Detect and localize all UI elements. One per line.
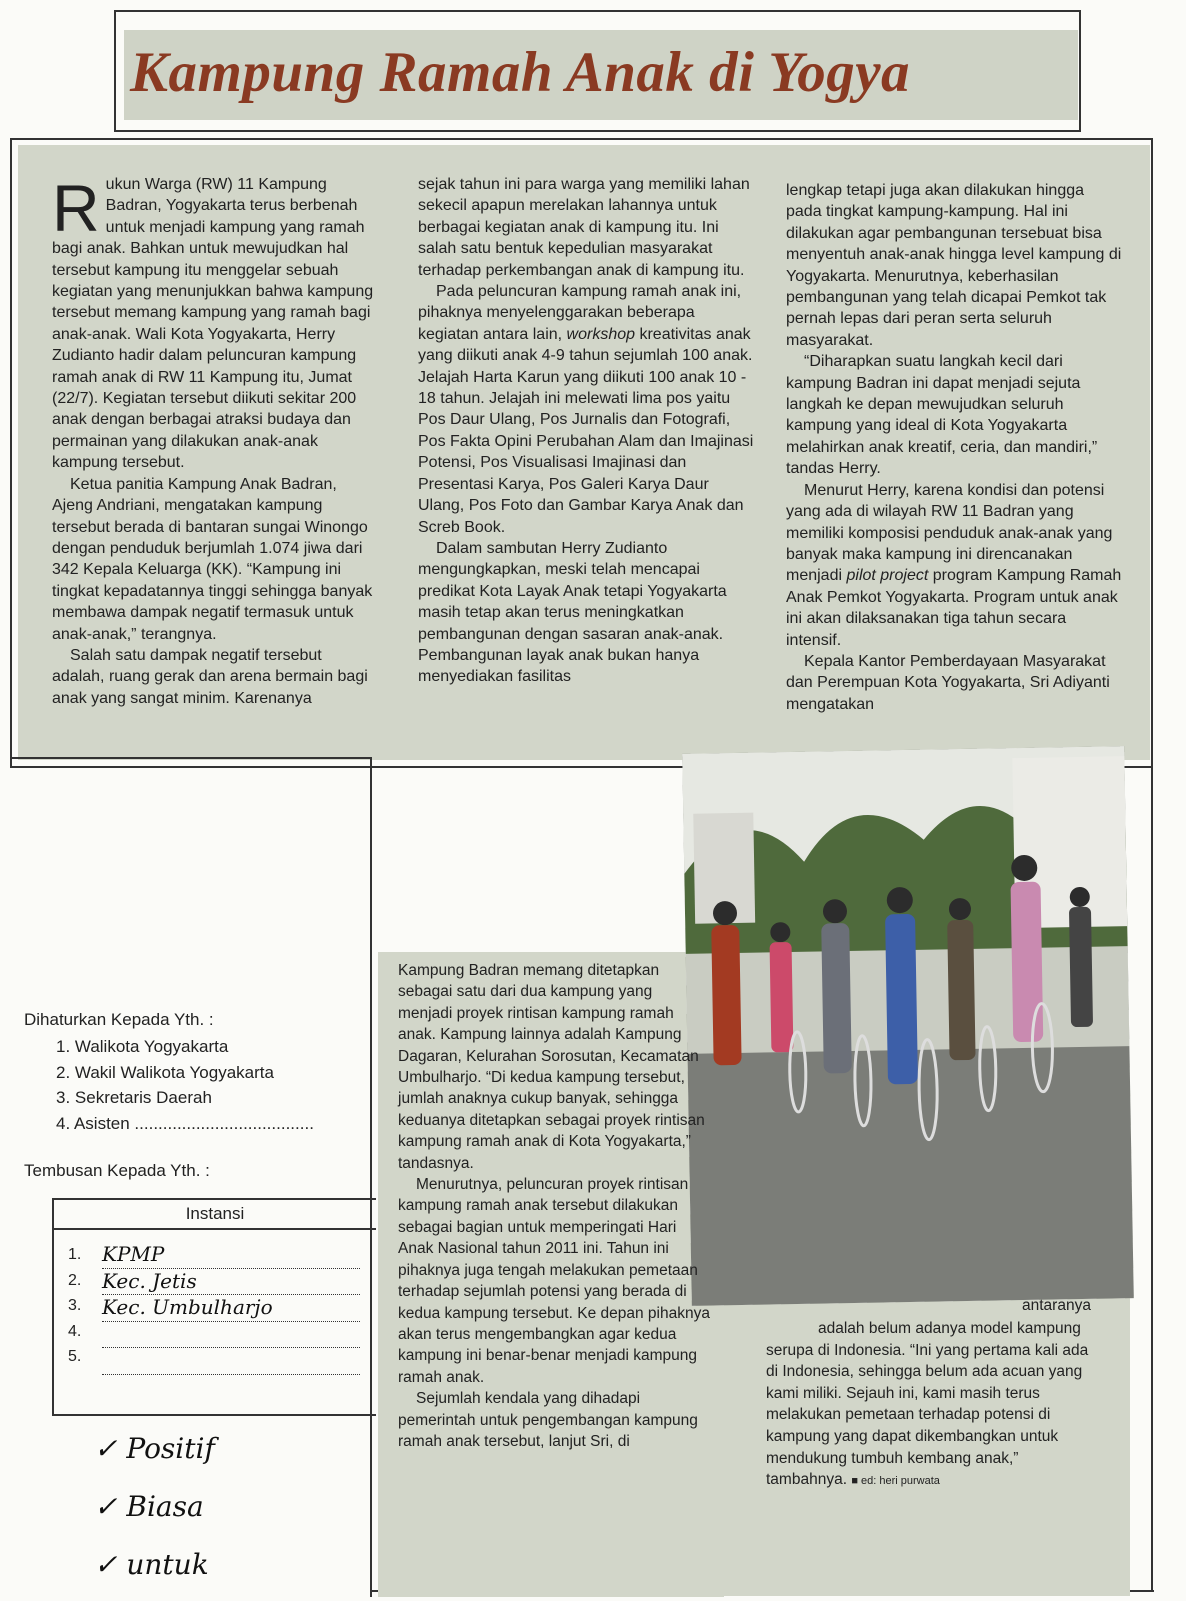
paragraph [418, 281, 758, 538]
handwritten-checks [94, 1420, 215, 1594]
paragraph: Kepala Kantor Pemberdayaan Masyarakat dan Perempuan Kota Yogyakarta, Sri Adiyanti mengatakan [786, 652, 1110, 713]
article-column-2 [418, 174, 758, 688]
row-number: 2. [68, 1271, 82, 1289]
paragraph: Dalam sambutan Herry Zudianto mengungkapkan, meski telah mencapai predikat Kota Layak Anak tetapi Yogyakarta masih tetap akan terus meningkatkan pembangunan dengan sasaran anak-anak. Pembangunan layak anak bukan hanya menyediakan fasilitas [418, 539, 727, 686]
article-column-4 [398, 960, 710, 1452]
divider [370, 757, 372, 1597]
text-span: Menurut Herry, karena kondisi dan potensi yang ada di wilayah RW 11 Badran yang memiliki komposisi penduduk anak-anak yang banyak maka kampung ini direncanakan menjadi [786, 481, 1113, 585]
check-biasa: ✓ Biasa [94, 1490, 204, 1523]
instansi-entry [102, 1295, 360, 1322]
tembusan-heading: Tembusan Kepada Yth. : [24, 1161, 210, 1180]
recipient-item: 1. Walikota Yogyakarta [56, 1037, 229, 1056]
instansi-entries [102, 1242, 360, 1375]
italic-text: pilot project [846, 567, 929, 585]
row-number: 5. [68, 1348, 82, 1365]
byline-text: ed: heri purwata [861, 1475, 940, 1488]
instansi-table [52, 1198, 376, 1416]
instansi-entry [102, 1269, 360, 1296]
row-number: 4. [68, 1322, 82, 1340]
text-span: program Kampung Ramah Anak Pemkot Yogyakarta. Program untuk anak ini akan dilaksanakan tiga tahun secara intensif. [786, 567, 1122, 649]
recipient-item: 2. Wakil Walikota Yogyakarta [56, 1062, 274, 1082]
handwritten-entry: Kec. Umbulharjo [102, 1295, 273, 1319]
recipient-item: 3. Sekretaris Daerah [56, 1088, 212, 1107]
handwritten-entry: KPMP [102, 1242, 165, 1266]
news-photo-illustration [682, 746, 1134, 1306]
continuation-word: antaranya [1022, 1297, 1091, 1314]
instansi-entry [102, 1322, 360, 1349]
instansi-numbers [68, 1242, 81, 1370]
paragraph: Menurutnya, peluncuran proyek rintisan kampung ramah anak tersebut dilakukan sebagai bagian untuk memperingati Hari Anak Nasional tahun 2011 ini. Tahun ini pihaknya juga tengah melakukan pemetaan terhadap sejumlah potensi yang berada di kedua kampung tersebut. Ke depan pihaknya akan terus mengembangkan agar kedua kampung ini benar-benar menjadi kampung ramah anak. [398, 1176, 710, 1386]
paragraph: sejak tahun ini para warga yang memiliki lahan sekecil apapun merelakan lahannya untuk berbagai kegiatan anak di kampung itu. Ini salah satu bentuk kepedulian masyarakat terhadap perkembangan anak di kampung itu. [418, 176, 750, 279]
instansi-entry [102, 1348, 360, 1375]
dropcap: R [52, 171, 100, 245]
check-positif: ✓ Positif [94, 1432, 215, 1465]
article-column-5 [766, 1318, 1102, 1493]
paragraph: Ketua panitia Kampung Anak Badran, Ajeng Andriani, mengatakan kampung tersebut berada di bantaran sungai Winongo dengan penduduk berjumlah 1.074 jiwa dari 342 Kepala Keluarga (KK). “Kampung ini tingkat kepadatannya tinggi sehingga banyak membawa dampak negatif termasuk untuk anak-anak,” terangnya. [52, 475, 373, 643]
article-column-1 [52, 171, 374, 709]
paragraph: lengkap tetapi juga akan dilakukan hingga pada tingkat kampung-kampung. Hal ini dilakukan agar pembangunan tersebuat bisa menyentuh anak-anak hingga level kampung di Yogyakarta. Menurutnya, keberhasilan pembangunan yang telah dicapai Pemkot tak pernah lepas dari peran serta seluruh masyarakat. [786, 182, 1122, 349]
recipient-item: 4. Asisten ...................................... [56, 1113, 314, 1133]
paragraph: Kampung Badran memang ditetapkan sebagai satu dari dua kampung yang menjadi proyek rintisan kampung ramah anak. Kampung lainnya adalah Kampung Dagaran, Kelurahan Sorosutan, Kecamatan Umbulharjo. “Di kedua kampung tersebut, jumlah anaknya cukup banyak, sehingga keduanya ditetapkan sebagai proyek rintisan kampung ramah anak di Kota Yogyakarta,” tandasnya. [398, 962, 705, 1172]
text-span: adalah belum adanya model kampung serupa di Indonesia. “Ini yang pertama kali ada di Indonesia, sehingga belum ada acuan yang kami miliki. Sejauh ini, kami masih terus melakukan pemetaan terhadap potensi di kampung yang dapat dikembangkan untuk mendukung tumbuh kembang anak,” tambahnya. [766, 1320, 1089, 1489]
paragraph: ukun Warga (RW) 11 Kampung Badran, Yogyakarta terus berbenah untuk menjadi kampung yang ramah bagi anak. Bahkan untuk mewujudkan hal tersebut kampung itu menggelar sebuah kegiatan yang menunjukkan bahwa kampung tersebut memang kampung yang ramah bagi anak-anak. Wali Kota Yogyakarta, Herry Zudianto hadir dalam peluncuran kampung ramah anak di RW 11 Kampung itu, Jumat (22/7). Kegiatan tersebut diikuti sekitar 200 anak dengan berbagai atraksi budaya dan permainan yang dilakukan anak-anak kampung tersebut. [52, 176, 374, 472]
check-untuk: ✓ untuk [94, 1548, 209, 1581]
instansi-entry [102, 1242, 360, 1269]
divider [1151, 760, 1153, 1592]
row-number: 3. [68, 1297, 82, 1314]
text-span: Pada peluncuran kampung ramah anak ini, pihaknya menyelenggarakan beberapa kegiatan antara lain, [418, 283, 742, 343]
text-span: kreativitas anak yang diikuti anak 4-9 tahun sejumlah 100 anak. Jelajah Harta Karun yang diikuti 100 anak 10 - 18 tahun. Jelajah ini melewati lima pos yaitu Pos Daur Ulang, Pos Jurnalis dan Fotografi, Pos Fakta Opini Perubahan Alam dan Imajinasi Potensi, Pos Visualisasi Imajinasi dan Presentasi Karya, Pos Galeri Karya Daur Ulang, Pos Foto dan Gambar Karya Anak dan Screb Book. [418, 325, 754, 536]
headline: Kampung Ramah Anak di Yogya [130, 41, 911, 104]
paragraph [766, 1318, 1102, 1493]
italic-text: workshop [566, 325, 636, 343]
paragraph: “Diharapkan suatu langkah kecil dari kampung Badran ini dapat menjadi sejuta langkah ke depan mewujudkan seluruh kampung yang ideal di Kota Yogyakarta melahirkan anak kreatif, ceria, dan mandiri,” tandas Herry. [786, 353, 1098, 478]
paragraph [786, 480, 1122, 651]
byline: ■ ed: heri purwata [851, 1475, 940, 1488]
news-photo [682, 746, 1134, 1306]
paragraph: Sejumlah kendala yang dihadapi pemerintah untuk pengembangan kampung ramah anak tersebut, lanjut Sri, di [398, 1390, 698, 1450]
divider [10, 757, 372, 759]
memo-heading: Dihaturkan Kepada Yth. : [24, 1010, 214, 1029]
recipient-list [56, 1034, 314, 1136]
article-column-3 [786, 180, 1122, 715]
handwritten-entry: Kec. Jetis [102, 1268, 197, 1293]
row-number: 1. [68, 1246, 82, 1263]
paragraph: Salah satu dampak negatif tersebut adalah, ruang gerak dan arena bermain bagi anak yang sangat minim. Karenanya [52, 646, 368, 707]
instansi-header: Instansi [54, 1200, 376, 1230]
